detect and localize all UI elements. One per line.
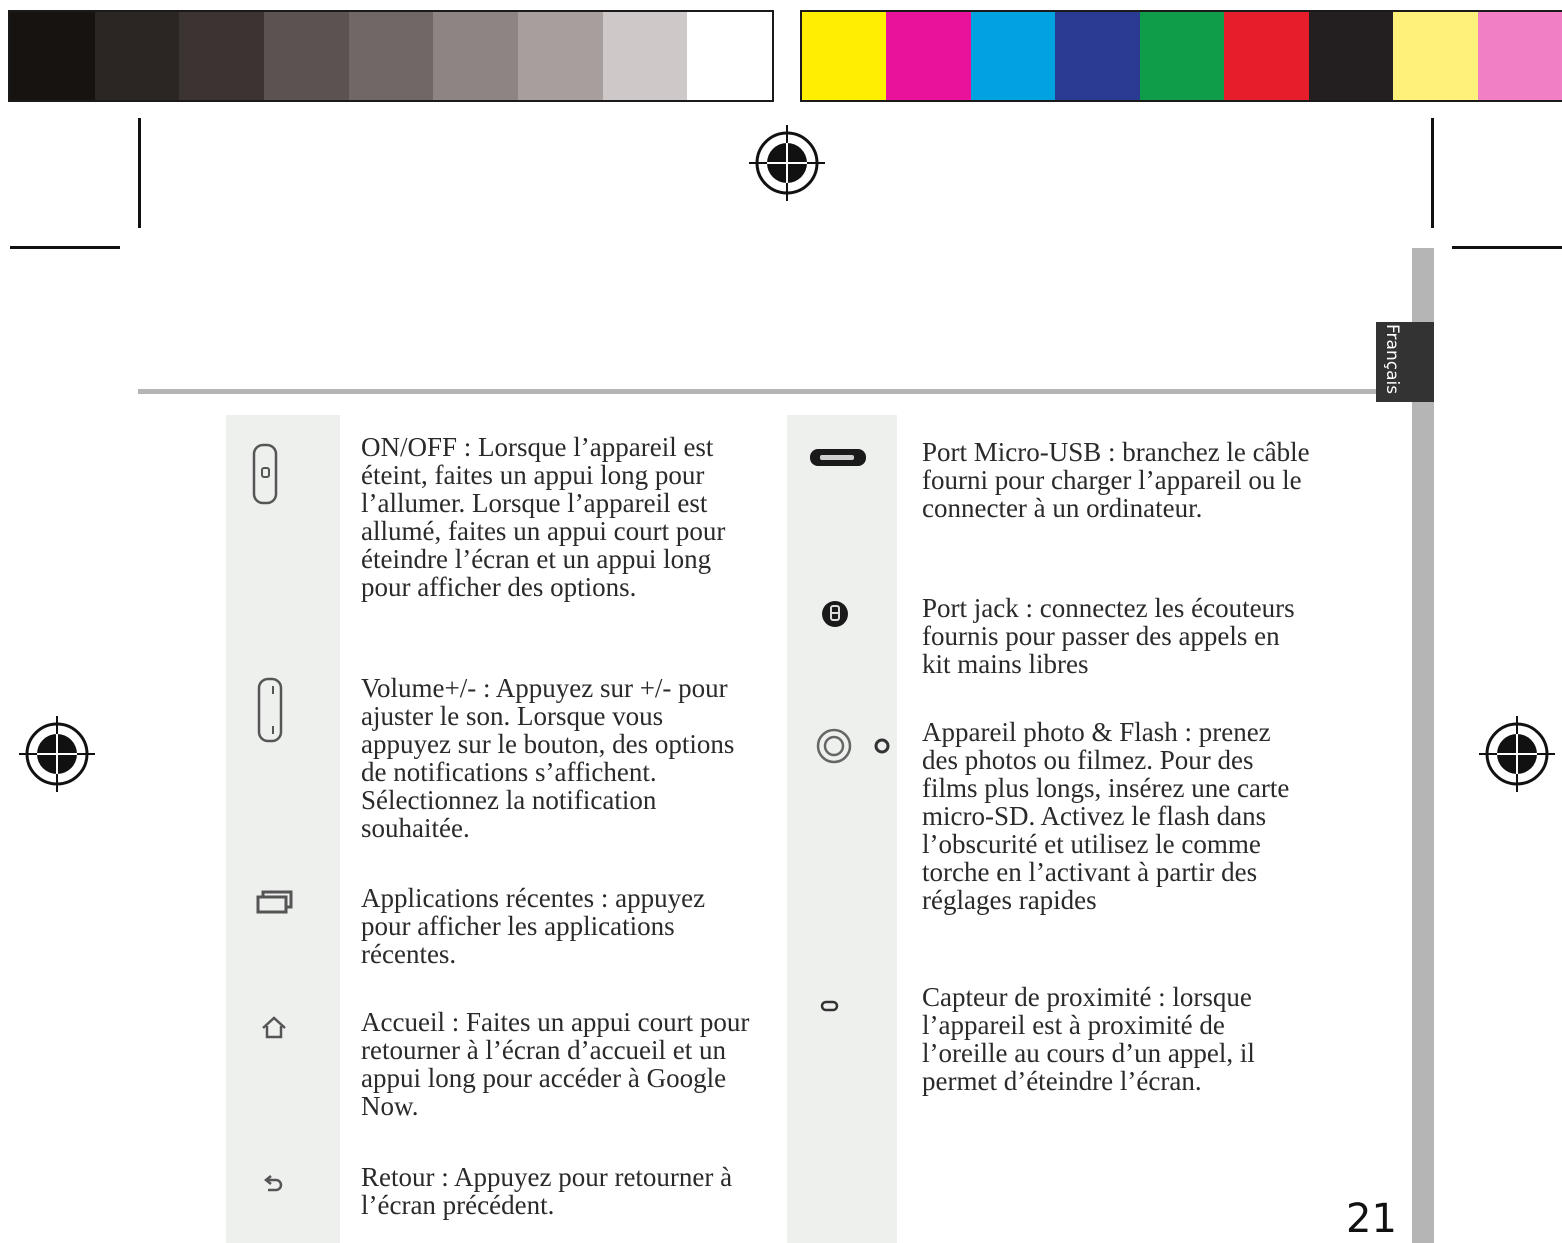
recent-apps-description: Applications récentes : appuyez pour afficher les applications récentes. xyxy=(361,883,706,969)
power-button-description: ON/OFF : Lorsque l’appareil est éteint, faites un appui long pour l’allumer. Lorsque l’appareil est allumé, faites un appui court pour éteindre l’écran et un appui long pour afficher des options. xyxy=(361,432,726,602)
gray-swatch-2 xyxy=(95,12,180,100)
gray-swatch-7 xyxy=(518,12,603,100)
volume-button-icon xyxy=(256,676,286,746)
crop-mark-top-right xyxy=(1431,118,1434,228)
gray-swatch-1 xyxy=(10,12,95,100)
color-swatch-7 xyxy=(1309,12,1393,100)
gray-swatch-6 xyxy=(433,12,518,100)
camera-flash-icon xyxy=(810,722,894,768)
color-swatch-9 xyxy=(1478,12,1562,100)
back-description: Retour : Appuyez pour retourner à l’écran précédent. xyxy=(361,1162,733,1220)
recent-apps-icon xyxy=(254,888,296,916)
gray-swatch-3 xyxy=(179,12,264,100)
gray-swatch-8 xyxy=(603,12,688,100)
crop-mark-right xyxy=(1452,246,1562,249)
micro-usb-description: Port Micro-USB : branchez le câble fourni pour charger l’appareil ou le connecter à un ordinateur. xyxy=(922,437,1310,523)
language-label: Français xyxy=(1382,324,1402,395)
color-swatch-3 xyxy=(971,12,1055,100)
crop-mark-top-left xyxy=(138,118,141,228)
left-icon-panel xyxy=(226,415,340,1243)
color-swatch-2 xyxy=(886,12,970,100)
proximity-sensor-icon xyxy=(819,998,841,1014)
page-number: 21 xyxy=(1346,1196,1397,1242)
home-description: Accueil : Faites un appui court pour retourner à l’écran d’accueil et un appui long pour accéder à Google Now. xyxy=(361,1007,750,1121)
color-swatch-1 xyxy=(802,12,886,100)
headphone-jack-description: Port jack : connectez les écouteurs fournis pour passer des appels en kit mains libres xyxy=(922,593,1295,679)
power-button-icon xyxy=(251,442,281,508)
camera-flash-description: Appareil photo & Flash : prenez des photos ou filmez. Pour des films plus longs, insérez une carte micro-SD. Activez le flash dans l’obscurité et utilisez le comme torche en l’activant à partir des réglages rapides xyxy=(922,717,1290,915)
gray-swatch-9 xyxy=(687,12,772,100)
color-calibration-bar xyxy=(800,10,1562,102)
header-rule xyxy=(138,389,1378,394)
registration-mark-top xyxy=(747,123,827,203)
registration-mark-left xyxy=(17,714,97,794)
gray-swatch-4 xyxy=(264,12,349,100)
back-icon xyxy=(262,1172,284,1194)
volume-button-description: Volume+/- : Appuyez sur +/- pour ajuster le son. Lorsque vous appuyez sur le bouton, des options de notifications s’affichent. Sélectionnez la notification souhaitée. xyxy=(361,673,735,843)
grayscale-calibration-bar xyxy=(8,10,774,102)
color-swatch-6 xyxy=(1224,12,1308,100)
gray-swatch-5 xyxy=(349,12,434,100)
color-swatch-4 xyxy=(1055,12,1139,100)
crop-mark-left xyxy=(10,246,120,249)
right-icon-panel xyxy=(787,415,897,1243)
registration-mark-right xyxy=(1477,714,1557,794)
color-swatch-8 xyxy=(1393,12,1477,100)
home-icon xyxy=(260,1014,288,1042)
language-tab xyxy=(1376,322,1434,402)
headphone-jack-icon xyxy=(819,598,851,630)
micro-usb-port-icon xyxy=(808,446,868,470)
color-swatch-5 xyxy=(1140,12,1224,100)
proximity-sensor-description: Capteur de proximité : lorsque l’appareil est à proximité de l’oreille au cours d’un appel, il permet d’éteindre l’écran. xyxy=(922,982,1255,1096)
